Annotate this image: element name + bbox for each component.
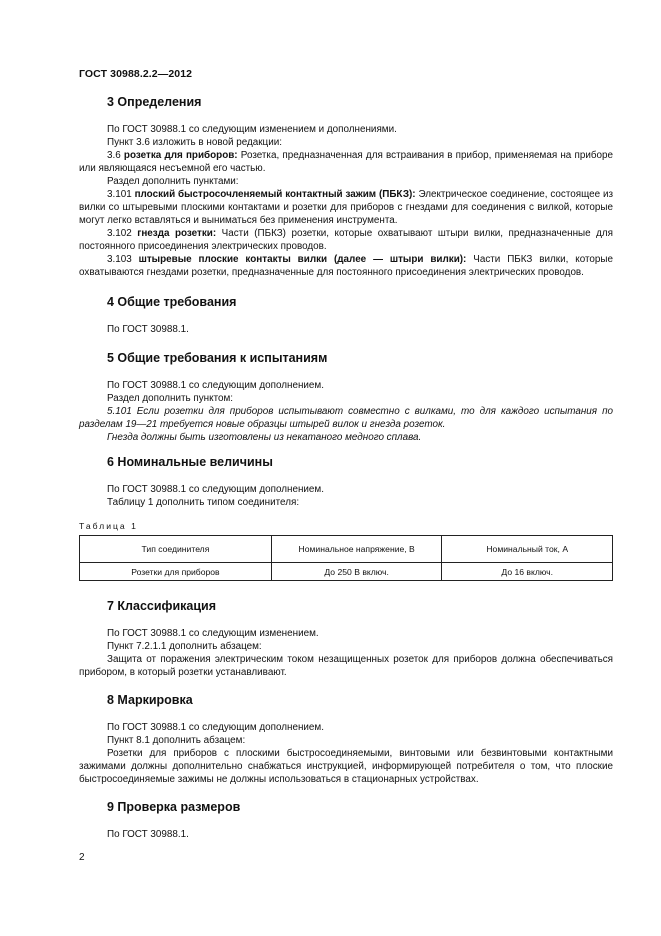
section-title: 6 Номинальные величины bbox=[107, 455, 273, 469]
document-header: ГОСТ 30988.2.2—2012 bbox=[79, 68, 193, 80]
paragraph: По ГОСТ 30988.1 со следующим изменением и дополнениями. bbox=[107, 124, 397, 135]
table-cell: Розетки для приборов bbox=[80, 563, 272, 581]
table-caption: Таблица 1 bbox=[79, 521, 138, 531]
section-8 bbox=[79, 692, 613, 786]
paragraph: Таблицу 1 дополнить типом соединителя: bbox=[107, 497, 300, 508]
table-header-row bbox=[80, 536, 613, 563]
definition-text: Розетка, предназначенная для встраивания в прибор, применяемая на приборе или являющаяся несъемной его частью. bbox=[79, 150, 613, 174]
paragraph: Пункт 7.2.1.1 дополнить абзацем: bbox=[107, 641, 262, 652]
paragraph: 5.101 Если розетки для приборов испытывают совместно с вилками, то для каждого испытания по разделам 19—21 требуется новые образцы штырей вилок и гнезда розеток. bbox=[79, 406, 613, 430]
table-cell: До 250 В включ. bbox=[271, 563, 442, 581]
section-title: 9 Проверка размеров bbox=[107, 800, 241, 814]
table-cell: До 16 включ. bbox=[442, 563, 613, 581]
paragraph: Розетки для приборов с плоскими быстросоединяемыми, винтовыми или безвинтовыми контактными зажимами должны дополнительно снабжаться инструкцией, информирующей потребителя о том, что плоские быстросоединяемые зажимы не должны использоваться в стационарных устройствах. bbox=[79, 748, 613, 785]
section-title: 8 Маркировка bbox=[107, 693, 193, 707]
table-header-cell: Тип соединителя bbox=[80, 536, 272, 563]
definition-term: гнезда розетки: bbox=[137, 228, 217, 239]
paragraph: По ГОСТ 30988.1. bbox=[107, 324, 189, 335]
definition-3-101 bbox=[79, 188, 613, 227]
paragraph: По ГОСТ 30988.1 со следующим дополнением. bbox=[107, 722, 324, 733]
definition-text: Электрическое соединение, состоящее из вилки со штыревыми плоскими контактами и розетки для приборов с гнездами для соединения с вилкой, которые могут легко вставляться и выниматься без применения инструмента. bbox=[79, 189, 613, 226]
section-4 bbox=[79, 294, 613, 336]
definition-3-102 bbox=[79, 227, 613, 253]
definition-3-103 bbox=[79, 253, 613, 279]
paragraph: Пункт 8.1 дополнить абзацем: bbox=[107, 735, 246, 746]
definition-text: Части (ПБКЗ) розетки, которые охватывают штыри вилки, предназначенные для постоянного присоединения электрических проводов. bbox=[79, 228, 613, 252]
table-row bbox=[80, 563, 613, 581]
definition-number: 3.102 bbox=[107, 228, 138, 239]
paragraph: По ГОСТ 30988.1. bbox=[107, 829, 189, 840]
table-header-cell: Номинальное напряжение, В bbox=[271, 536, 442, 563]
page-number: 2 bbox=[79, 852, 85, 863]
definition-term: розетка для приборов: bbox=[123, 150, 238, 161]
section-title: 7 Классификация bbox=[107, 599, 217, 613]
paragraph: По ГОСТ 30988.1 со следующим изменением. bbox=[107, 628, 319, 639]
paragraph: Раздел дополнить пунктами: bbox=[107, 176, 239, 187]
section-5 bbox=[79, 350, 613, 444]
definition-number: 3.6 bbox=[107, 150, 124, 161]
section-title: 3 Определения bbox=[107, 95, 202, 109]
table-1 bbox=[79, 535, 613, 581]
section-title: 4 Общие требования bbox=[107, 295, 237, 309]
paragraph: Защита от поражения электрическим током незащищенных розеток для приборов должна обеспечиваться прибором, в который розетки устанавливают. bbox=[79, 654, 613, 678]
paragraph: Раздел дополнить пунктом: bbox=[107, 393, 234, 404]
section-title: 5 Общие требования к испытаниям bbox=[107, 351, 328, 365]
table-header-cell: Номинальный ток, А bbox=[442, 536, 613, 563]
section-6 bbox=[79, 454, 613, 581]
definition-term: штыревые плоские контакты вилки (далее — штыри вилки): bbox=[138, 254, 467, 265]
definition-text: Части ПБКЗ вилки, которые охватываются гнездами розетки, предназначенные для постоянного присоединения электрических проводов. bbox=[79, 254, 613, 278]
definition-number: 3.103 bbox=[107, 254, 139, 265]
definition-number: 3.101 bbox=[107, 189, 135, 200]
paragraph: По ГОСТ 30988.1 со следующим дополнением. bbox=[107, 484, 324, 495]
definition-term: плоский быстросочленяемый контактный зажим (ПБКЗ): bbox=[134, 189, 416, 200]
section-9 bbox=[79, 799, 613, 841]
document-content bbox=[79, 88, 613, 841]
paragraph: Пункт 3.6 изложить в новой редакции: bbox=[107, 137, 282, 148]
section-7 bbox=[79, 598, 613, 679]
paragraph: Гнезда должны быть изготовлены из некатаного медного сплава. bbox=[107, 432, 422, 443]
section-3 bbox=[79, 94, 613, 279]
paragraph: По ГОСТ 30988.1 со следующим дополнением. bbox=[107, 380, 324, 391]
definition-3-6 bbox=[79, 149, 613, 175]
